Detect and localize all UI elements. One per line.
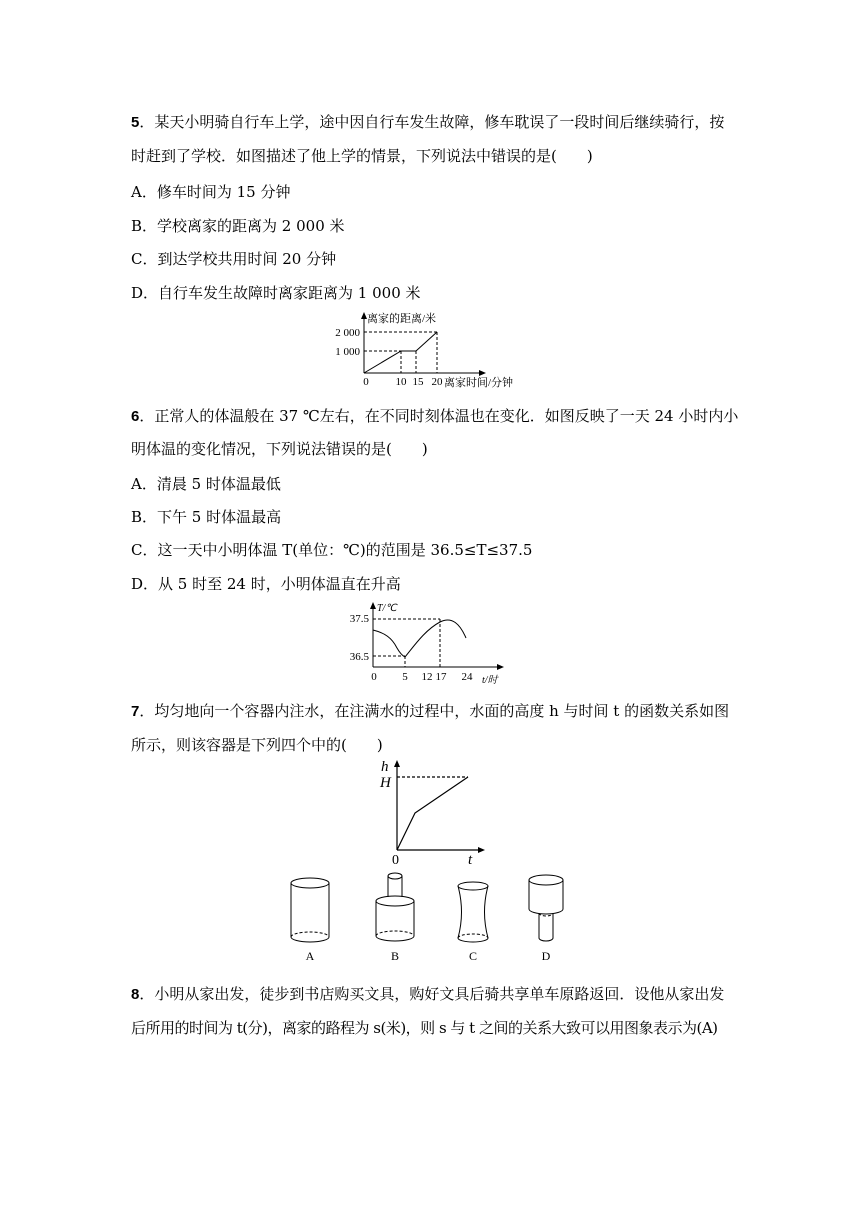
q7-stem-line2: 所示，则该容器是下列四个中的( ) <box>131 736 383 754</box>
container-a-label: A <box>305 949 315 963</box>
q7-x-label: t <box>468 852 473 867</box>
q6-stem-line1 <box>131 407 738 426</box>
q5-distance-time-graph <box>320 310 540 394</box>
q5-x-label: 离家时间/分钟 <box>444 377 514 389</box>
q6-x-tick-24: 24 <box>461 671 473 683</box>
q7-y-mark: H <box>380 775 391 791</box>
q7-y-label: h <box>381 759 389 775</box>
q5-option-d: D．自行车发生故障时离家距离为 1 000 米 <box>131 284 421 302</box>
q5-stem-text1: ．某天小明骑自行车上学，途中因自行车发生故障，修车耽误了一段时间后继续骑行，按 <box>139 113 725 131</box>
q7-number: 7 <box>131 703 140 720</box>
q7-stem-line1 <box>131 702 729 721</box>
q7-stem-text1: ．均匀地向一个容器内注水，在注满水的过程中，水面的高度 h 与时间 t 的函数关系如图 <box>139 702 730 720</box>
q6-number: 6 <box>131 408 140 425</box>
q8-stem-line1 <box>131 985 724 1004</box>
container-b-label: B <box>390 949 400 963</box>
q5-stem-line2: 时赶到了学校．如图描述了他上学的情景，下列说法中错误的是( ) <box>131 147 593 165</box>
q5-option-a: A．修车时间为 15 分钟 <box>131 183 291 201</box>
q8-stem-text1: ．小明从家出发，徒步到书店购买文具，购好文具后骑共享单车原路返回．设他从家出发 <box>139 985 725 1003</box>
q6-y-tick-375: 37.5 <box>349 613 369 625</box>
q5-y-tick-1000: 1 000 <box>335 346 360 358</box>
container-d <box>529 875 563 941</box>
q8-stem-line2: 后所用的时间为 t(分)，离家的路程为 s(米)，则 s 与 t 之间的关系大致可以用图象表示为(A) <box>131 1019 718 1037</box>
q5-x-tick-10: 10 <box>395 376 407 388</box>
q5-option-b: B．学校离家的距离为 2 000 米 <box>131 217 345 235</box>
q5-number: 5 <box>131 114 140 131</box>
q6-option-d: D．从 5 时至 24 时，小明体温直在升高 <box>131 575 401 593</box>
q6-y-arrow <box>370 602 376 609</box>
q6-y-label: T/℃ <box>377 603 397 614</box>
q6-temperature-curve <box>373 620 466 657</box>
q5-stem-line1 <box>131 113 724 132</box>
q6-option-b: B．下午 5 时体温最高 <box>131 508 282 526</box>
q6-stem-line2: 明体温的变化情况，下列说法错误的是( ) <box>131 440 428 458</box>
q6-x-label: t/时 <box>482 675 498 686</box>
q5-x-tick-15: 15 <box>412 376 424 388</box>
q6-x-arrow <box>497 664 504 670</box>
q6-option-c: C．这一天中小明体温 T(单位：℃)的范围是 36.5≤T≤37.5 <box>131 541 533 559</box>
container-c-label: C <box>468 949 478 963</box>
q8-number: 8 <box>131 986 140 1003</box>
q6-x-tick-5: 5 <box>402 671 408 683</box>
q7-water-level-line <box>397 777 468 850</box>
q5-x-tick-0: 0 <box>363 376 369 388</box>
q5-y-label: 离家的距离/米 <box>367 313 437 325</box>
q6-x-tick-12: 12 <box>421 671 433 683</box>
q5-x-tick-20: 20 <box>431 376 443 388</box>
q6-temperature-graph <box>330 600 510 688</box>
container-d-label: D <box>541 949 551 963</box>
q6-x-tick-0: 0 <box>371 671 377 683</box>
container-a <box>291 878 329 942</box>
q6-x-tick-17: 17 <box>435 671 447 683</box>
q7-x-arrow <box>478 847 485 853</box>
q7-height-time-graph <box>370 755 490 867</box>
q7-y-arrow <box>394 760 400 767</box>
q5-option-c: C．到达学校共用时间 20 分钟 <box>131 250 337 268</box>
q7-container-options <box>280 868 580 968</box>
q6-stem-text1: ．正常人的体温般在 37 ℃左右，在不同时刻体温也在变化．如图反映了一天 24 小时内小 <box>139 407 739 425</box>
container-c <box>458 882 488 942</box>
q6-y-tick-365: 36.5 <box>349 651 369 663</box>
q6-option-a: A．清晨 5 时体温最低 <box>131 475 281 493</box>
q5-x-arrow <box>479 370 486 376</box>
q7-origin: 0 <box>392 853 399 867</box>
q5-y-tick-2000: 2 000 <box>335 327 360 339</box>
container-b <box>376 873 414 941</box>
